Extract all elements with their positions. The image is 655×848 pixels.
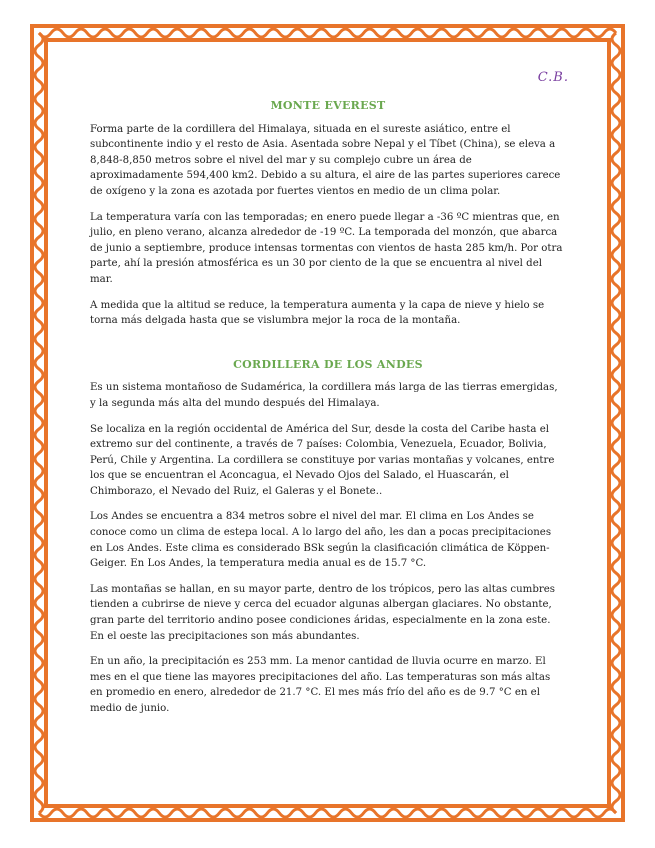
paragraph: Los Andes se encuentra a 834 metros sobre el nivel del mar. El clima en Los Andes se conoce como un clima de estepa local. A lo largo del año, les dan a pocas precipitaciones en Los Andes. Este clima es considerado BSk según la clasificación climática de Köppen-Geiger. En Los Andes, la temperatura media anual es de 15.7 °C. <box>90 511 552 570</box>
paragraph: Es un sistema montañoso de Sudamérica, la cordillera más larga de las tierras emergidas, y la segunda más alta del mundo después del Himalaya. <box>90 382 558 409</box>
author-initials: C.B. <box>537 70 569 85</box>
paragraph: Forma parte de la cordillera del Himalaya, situada en el sureste asiático, entre el subcontinente indio y el resto de Asia. Asentada sobre Nepal y el Tíbet (China), se eleva a 8,848-8,850 metros sobre el nivel del mar y su complejo cubre un área de aproximadamente 594,400 km2. Debido a su altura, el aire de las partes superiores carece de oxígeno y la zona es azotada por fuertes vientos en medio de un clima polar. <box>90 123 561 197</box>
document-body <box>90 98 566 727</box>
paragraph: La temperatura varía con las temporadas; en enero puede llegar a -36 ºC mientras que, en julio, en pleno verano, alcanza alrededor de -19 ºC. La temporada del monzón, que abarca de junio a septiembre, produce intensas tormentas con vientos de hasta 285 km/h. Por otra parte, ahí la presión atmosférica es un 30 por ciento de la que se encuentra al nivel del mar. <box>90 211 563 285</box>
border-wave-0 <box>39 29 616 37</box>
section-title: CORDILLERA DE LOS ANDES <box>233 357 423 371</box>
border-wave-2 <box>39 809 616 817</box>
border-wave-1 <box>612 33 620 813</box>
border-wave-3 <box>35 33 43 813</box>
paragraph: En un año, la precipitación es 253 mm. La menor cantidad de lluvia ocurre en marzo. El mes en el que tiene las mayores precipitaciones del año. Las temperaturas son más altas en promedio en enero, alrededor de 21.7 °C. El mes más frío del año es de 9.7 °C en el medio de junio. <box>90 656 551 714</box>
section-monte-everest <box>90 98 566 329</box>
section-cordillera-andes <box>90 357 566 717</box>
paragraph: A medida que la altitud se reduce, la temperatura aumenta y la capa de nieve y hielo se torna más delgada hasta que se vislumbra mejor la roca de la montaña. <box>90 299 545 327</box>
paragraph: Las montañas se hallan, en su mayor parte, dentro de los trópicos, pero las altas cumbres tienden a cubrirse de nieve y cerca del ecuador algunas albergan glaciares. No obstante, gran parte del territorio andino posee condiciones áridas, especialmente en la zona este. En el oeste las precipitaciones son más abundantes. <box>90 583 555 642</box>
section-title: MONTE EVEREST <box>270 99 386 112</box>
paragraph: Se localiza en la región occidental de América del Sur, desde la costa del Caribe hasta el extremo sur del continente, a través de 7 países: Colombia, Venezuela, Ecuador, Bolivia, Perú, Chile y Argentina. La cordillera se constituye por varias montañas y volcanes, entre los que se encuentran el Aconcagua, el Nevado Ojos del Salado, el Huascarán, el Chimborazo, el Nevado del Ruiz, el Galeras y el Bonete.. <box>90 423 555 497</box>
